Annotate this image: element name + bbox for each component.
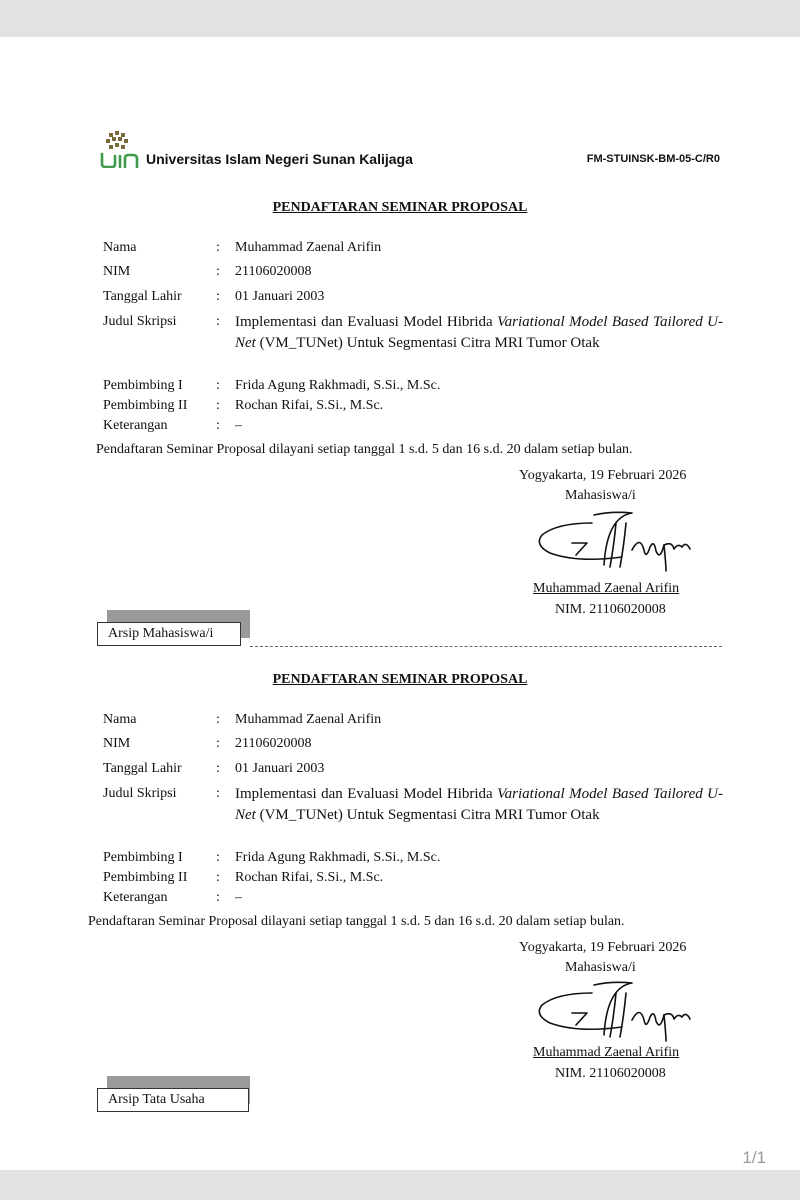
label-pembimbing-2: Pembimbing II [103,870,188,885]
colon: : [216,890,220,905]
colon: : [216,870,220,885]
sign-place-date: Yogyakarta, 19 Februari 2026 [519,468,687,483]
value-keterangan: – [235,418,242,433]
value-tanggal-lahir: 01 Januari 2003 [235,289,325,304]
colon: : [216,314,220,329]
registration-form-student-copy [0,200,800,670]
signer-name: Muhammad Zaenal Arifin [533,1045,680,1060]
label-nim: NIM [103,736,131,751]
label-nama: Nama [103,712,137,727]
colon: : [216,378,220,393]
value-keterangan: – [235,890,242,905]
value-nim: 21106020008 [235,264,312,279]
colon: : [216,264,220,279]
handwritten-signature [532,975,702,1045]
label-keterangan: Keterangan [103,418,168,433]
registration-form-admin-copy [0,672,800,1142]
service-notice: Pendaftaran Seminar Proposal dilayani setiap tanggal 1 s.d. 5 dan 16 s.d. 20 dalam setiap bulan. [88,914,625,929]
value-pembimbing-2: Rochan Rifai, S.Si., M.Sc. [235,398,384,413]
colon: : [216,398,220,413]
colon: : [216,240,220,255]
value-tanggal-lahir: 01 Januari 2003 [235,761,325,776]
sign-role: Mahasiswa/i [565,960,636,975]
value-nim: 21106020008 [235,736,312,751]
signer-nim: NIM. 21106020008 [555,1066,666,1081]
cut-line-divider [250,646,722,647]
archive-label-text: Arsip Tata Usaha [108,1092,205,1107]
value-pembimbing-1: Frida Agung Rakhmadi, S.Si., M.Sc. [235,850,441,865]
colon: : [216,786,220,801]
handwritten-signature [532,505,702,575]
sign-place-date: Yogyakarta, 19 Februari 2026 [519,940,687,955]
label-pembimbing-1: Pembimbing I [103,850,183,865]
label-tanggal-lahir: Tanggal Lahir [103,761,182,776]
form-title: PENDAFTARAN SEMINAR PROPOSAL [272,200,528,215]
viewer-top-bar [0,0,800,37]
signer-nim: NIM. 21106020008 [555,602,666,617]
colon: : [216,712,220,727]
colon: : [216,289,220,304]
archive-label [97,1088,249,1112]
value-pembimbing-2: Rochan Rifai, S.Si., M.Sc. [235,870,384,885]
value-nama: Muhammad Zaenal Arifin [235,712,382,727]
label-tanggal-lahir: Tanggal Lahir [103,289,182,304]
archive-label [97,622,241,646]
university-name: Universitas Islam Negeri Sunan Kalijaga [146,151,413,167]
label-judul-skripsi: Judul Skripsi [103,786,177,801]
label-nama: Nama [103,240,137,255]
value-nama: Muhammad Zaenal Arifin [235,240,382,255]
service-notice: Pendaftaran Seminar Proposal dilayani setiap tanggal 1 s.d. 5 dan 16 s.d. 20 dalam setiap bulan. [96,442,633,457]
label-pembimbing-2: Pembimbing II [103,398,188,413]
colon: : [216,761,220,776]
sign-role: Mahasiswa/i [565,488,636,503]
value-pembimbing-1: Frida Agung Rakhmadi, S.Si., M.Sc. [235,378,441,393]
document-header [100,130,720,170]
archive-label-text: Arsip Mahasiswa/i [108,626,214,641]
label-judul-skripsi: Judul Skripsi [103,314,177,329]
label-nim: NIM [103,264,131,279]
value-judul-skripsi: Implementasi dan Evaluasi Model Hibrida Variational Model Based Tailored U-Net (VM_TUNet) Untuk Segmentasi Citra MRI Tumor Otak [235,786,724,823]
uin-logo-icon [100,130,140,168]
value-judul-skripsi: Implementasi dan Evaluasi Model Hibrida Variational Model Based Tailored U-Net (VM_TUNet) Untuk Segmentasi Citra MRI Tumor Otak [235,314,724,351]
form-title: PENDAFTARAN SEMINAR PROPOSAL [272,672,528,687]
form-code: FM-STUINSK-BM-05-C/R0 [586,153,720,165]
page-indicator: 1/1 [742,1148,766,1167]
viewer-bottom-bar [0,1170,800,1200]
label-pembimbing-1: Pembimbing I [103,378,183,393]
colon: : [216,850,220,865]
signer-name: Muhammad Zaenal Arifin [533,581,680,596]
label-keterangan: Keterangan [103,890,168,905]
colon: : [216,418,220,433]
colon: : [216,736,220,751]
